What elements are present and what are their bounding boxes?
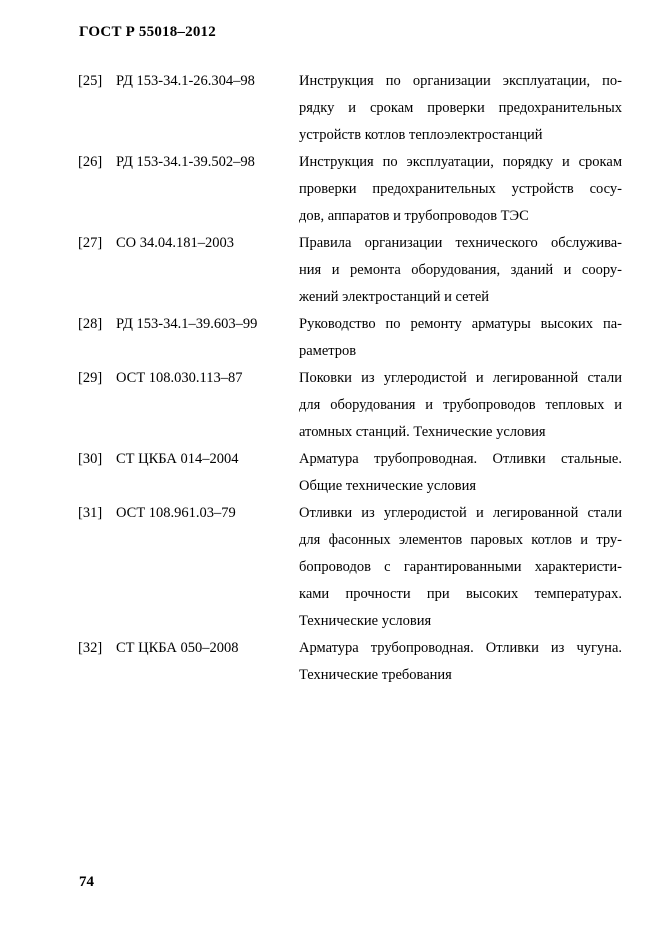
reference-title-line: Отливки из углеродистой и легированной стали — [299, 505, 622, 521]
reference-title-line: атомных станций. Технические условия — [299, 424, 546, 440]
reference-entry — [78, 311, 624, 365]
reference-number: [26] — [78, 154, 103, 170]
reference-entry — [78, 635, 624, 689]
reference-number: [29] — [78, 370, 103, 386]
reference-title-line: рядку и срокам проверки предохранительных — [299, 100, 622, 116]
reference-entry — [78, 230, 624, 311]
reference-title-line: Арматура трубопроводная. Отливки из чугуна. — [299, 640, 622, 656]
reference-title-line: раметров — [299, 343, 357, 359]
reference-title-line: Правила организации технического обслужива- — [299, 235, 622, 251]
reference-title — [299, 230, 622, 311]
reference-code: РД 153-34.1-26.304–98 — [116, 73, 255, 89]
reference-title-line: ния и ремонта оборудования, зданий и соору- — [299, 262, 622, 278]
reference-title — [299, 311, 622, 365]
reference-entry — [78, 446, 624, 500]
reference-number: [27] — [78, 235, 103, 251]
reference-title-line: Общие технические условия — [299, 478, 477, 494]
reference-title — [299, 149, 622, 230]
reference-number: [28] — [78, 316, 103, 332]
reference-code: ОСТ 108.030.113–87 — [116, 370, 243, 386]
reference-title-line: Поковки из углеродистой и легированной стали — [299, 370, 622, 386]
reference-title-line: Арматура трубопроводная. Отливки стальные. — [299, 451, 622, 467]
reference-title-line: ками прочности при высоких температурах. — [299, 586, 622, 602]
bibliography-list — [78, 68, 624, 689]
reference-entry — [78, 500, 624, 635]
reference-number: [25] — [78, 73, 103, 89]
reference-title — [299, 68, 622, 149]
reference-entry — [78, 68, 624, 149]
reference-title-line: Технические условия — [299, 613, 432, 629]
reference-code: СТ ЦКБА 014–2004 — [116, 451, 239, 467]
reference-code: СТ ЦКБА 050–2008 — [116, 640, 239, 656]
reference-entry — [78, 365, 624, 446]
reference-title-line: проверки предохранительных устройств сосу- — [299, 181, 622, 197]
reference-title-line: Технические требования — [299, 667, 452, 683]
reference-title — [299, 500, 622, 635]
document-header: ГОСТ Р 55018–2012 — [79, 24, 216, 40]
reference-entry — [78, 149, 624, 230]
reference-code: РД 153-34.1-39.502–98 — [116, 154, 255, 170]
reference-title-line: дов, аппаратов и трубопроводов ТЭС — [299, 208, 529, 224]
reference-title — [299, 446, 622, 500]
reference-title-line: для оборудования и трубопроводов тепловых и — [299, 397, 622, 413]
reference-title-line: Инструкция по эксплуатации, порядку и срокам — [299, 154, 622, 170]
reference-title-line: Инструкция по организации эксплуатации, по- — [299, 73, 622, 89]
reference-number: [30] — [78, 451, 103, 467]
reference-title — [299, 365, 622, 446]
reference-code: СО 34.04.181–2003 — [116, 235, 235, 251]
reference-title — [299, 635, 622, 689]
reference-title-line: Руководство по ремонту арматуры высоких па- — [299, 316, 622, 332]
reference-title-line: бопроводов с гарантированными характеристи- — [299, 559, 622, 575]
reference-number: [31] — [78, 505, 103, 521]
reference-number: [32] — [78, 640, 103, 656]
reference-title-line: жений электростанций и сетей — [299, 289, 490, 305]
reference-code: ОСТ 108.961.03–79 — [116, 505, 236, 521]
reference-title-line: устройств котлов теплоэлектростанций — [299, 127, 543, 143]
page-number: 74 — [79, 874, 94, 890]
reference-code: РД 153-34.1–39.603–99 — [116, 316, 258, 332]
reference-title-line: для фасонных элементов паровых котлов и тру- — [299, 532, 622, 548]
